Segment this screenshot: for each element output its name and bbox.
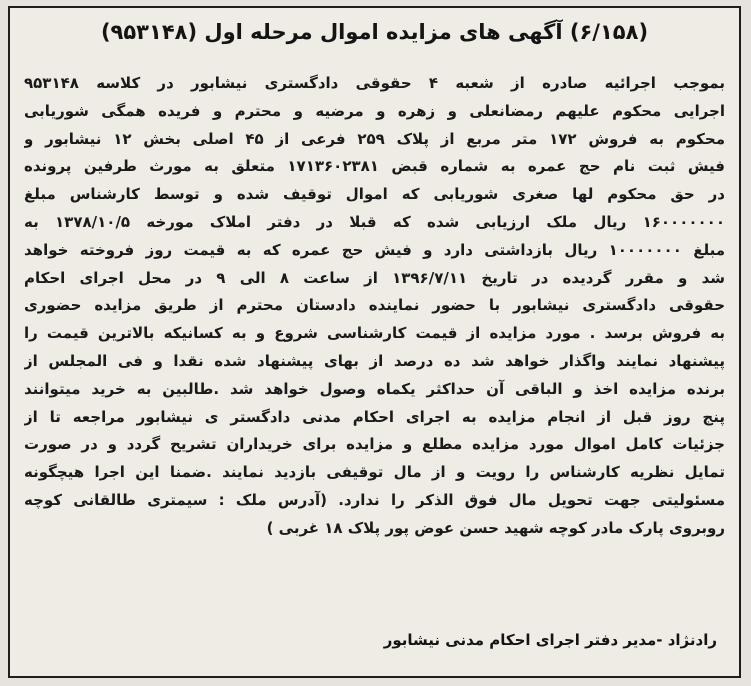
notice-line: پیشنهاد نمایند واگذار خواهد شد ده درصد از بهای پیشنهاد شده نقدا و فی المجلس از <box>24 351 725 370</box>
notice-line: روبروی پارک مادر کوچه شهید حسن عوض پور پلاک ۱۸ غربی ) <box>266 518 725 537</box>
notice-line: حقوقی دادگستری نیشابور با حضور نماینده دادستان محترم از طریق مزایده حضوری <box>24 296 725 315</box>
notice-line: بموجب اجرائیه صادره از شعبه ۴ حقوقی دادگستری نیشابور در کلاسه ۹۵۳۱۴۸ <box>24 74 725 92</box>
notice-signature: رادنژاد -مدیر دفتر اجرای احکام مدنی نیشابور <box>383 631 717 649</box>
notice-line: مبلغ ۱۰۰۰۰۰۰۰ ریال بازداشتی دارد و فیش حج عمره که به قیمت روز فروخته خواهد <box>24 240 725 259</box>
notice-line: اجرایی محکوم علیهم رمضانعلی و زهره و مرضیه و محترم و فریده همگی شوریابی <box>24 101 725 120</box>
notice-clipping <box>8 6 741 678</box>
notice-line: جزئیات کامل اموال مورد مزایده مطلع و مزایده برای خریداران تشریح گردد و در صورت <box>24 435 725 454</box>
notice-line: تمایل نظریه کارشناس را رویت و از مال توقیفی بازدید نمایند .ضمنا این اجرا هیچگونه <box>24 463 725 482</box>
notice-line: مسئولیتی جهت تحویل مال فوق الذکر را ندارد. (آدرس ملک : سیمتری طالقانی کوچه <box>24 490 725 509</box>
notice-line: به فروش برسد . مورد مزایده از قیمت کارشناسی شروع و به کسانیکه بالاترین قیمت را <box>24 324 725 343</box>
notice-line: پنج روز قبل از انجام مزایده به اجرای احکام مدنی دادگستر ی نیشابور مراجعه تا از <box>24 407 725 426</box>
notice-body <box>24 70 725 543</box>
notice-line: ۱۶۰۰۰۰۰۰۰ ریال ملک ارزیابی شده که قبلا در دفتر املاک مورخه ۱۳۷۸/۱۰/۵ به <box>24 212 725 231</box>
notice-line: برنده مزایده اخذ و الباقی آن حداکثر یکماه وصول خواهد شد .طالبین به خرید میتوانند <box>24 379 725 398</box>
notice-line: در حق محکوم لها صغری شوریابی که اموال توقیف شده و توسط کارشناس مبلغ <box>24 185 725 204</box>
notice-line: شد و مقرر گردیده در تاریخ ۱۳۹۶/۷/۱۱ از ساعت ۸ الی ۹ در محل اجرای احکام <box>24 268 725 287</box>
notice-title: (۶/۱۵۸) آگهی های مزایده اموال مرحله اول (۹۵۳۱۴۸) <box>100 20 649 44</box>
notice-line: فیش ثبت نام حج عمره به شماره قبض ۱۷۱۳۶۰۲۳۸۱ متعلق به مورث طرفین پرونده <box>24 157 725 176</box>
notice-line: محکوم به فروش ۱۷۲ متر مربع از پلاک ۲۵۹ فرعی از ۴۵ اصلی بخش ۱۲ نیشابور و <box>24 129 725 148</box>
